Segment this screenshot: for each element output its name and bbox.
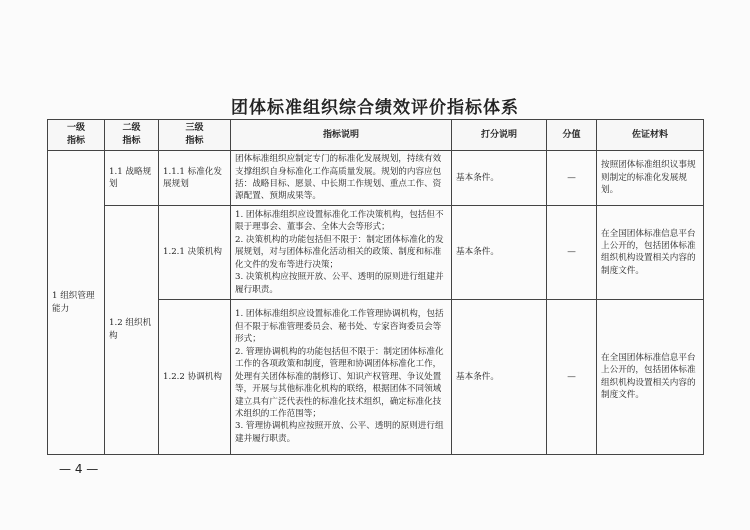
indicator-table — [47, 119, 704, 455]
header-scoring: 打分说明 — [452, 120, 547, 151]
header-level1: 一级 指标 — [48, 120, 105, 151]
scoring-cell: 基本条件。 — [452, 151, 547, 206]
scoring-cell: 基本条件。 — [452, 205, 547, 299]
scoring-cell: 基本条件。 — [452, 299, 547, 454]
level2-cell: 1.2 组织机构 — [105, 205, 159, 454]
page-number: — 4 — — [59, 462, 99, 476]
description-cell: 1. 团体标准组织应设置标准化工作决策机构，包括但不限于理事会、董事会、全体大会等形式； 2. 决策机构的功能包括但不限于：制定团体标准化的发展规划，对与团体标准化活动相关的政策、制度和标准化文件的发布等进行决策； 3. 决策机构应按照开放、公平、透明的原则进行组建并履行职责。 — [231, 205, 452, 299]
score-cell: — — [547, 205, 597, 299]
table-header-row — [48, 120, 704, 151]
level3-cell: 1.2.2 协调机构 — [159, 299, 231, 454]
header-level3: 三级 指标 — [159, 120, 231, 151]
document-title: 团体标准组织综合绩效评价指标体系 — [231, 98, 519, 118]
score-cell: — — [547, 151, 597, 206]
table-row — [48, 151, 704, 206]
level3-cell: 1.1.1 标准化发展规划 — [159, 151, 231, 206]
header-score: 分值 — [547, 120, 597, 151]
evidence-cell: 在全国团体标准信息平台上公开的，包括团体标准组织机构设置相关内容的制度文件。 — [597, 205, 704, 299]
evidence-cell: 在全国团体标准信息平台上公开的，包括团体标准组织机构设置相关内容的制度文件。 — [597, 299, 704, 454]
table-row — [48, 205, 704, 299]
header-level2: 二级 指标 — [105, 120, 159, 151]
level2-cell: 1.1 战略规划 — [105, 151, 159, 206]
header-description: 指标说明 — [231, 120, 452, 151]
level1-cell: 1 组织管理能力 — [48, 151, 105, 455]
description-cell: 团体标准组织应制定专门的标准化发展规划，持续有效支撑组织自身标准化工作高质量发展。规划的内容应包括：战略目标、愿景、中长期工作规划、重点工作、资源配置、预期成果等。 — [231, 151, 452, 206]
evidence-cell: 按照团体标准组织议事规则制定的标准化发展规划。 — [597, 151, 704, 206]
header-evidence: 佐证材料 — [597, 120, 704, 151]
description-cell: 1. 团体标准组织应设置标准化工作管理协调机构，包括但不限于标准管理委员会、秘书处、专家咨询委员会等形式； 2. 管理协调机构的功能包括但不限于：制定团体标准化工作的各项政策和制度，管理和协调团体标准化工作，处理有关团体标准的制修订、知识产权管理、争议处置等，开展与其他标准化机构的联络，根据团体不同领域建立具有广泛代表性的标准化技术组织，确定标准化技术组织的工作范围等； 3. 管理协调机构应按照开放、公平、透明的原则进行组建并履行职责。 — [231, 299, 452, 454]
score-cell: — — [547, 299, 597, 454]
level3-cell: 1.2.1 决策机构 — [159, 205, 231, 299]
